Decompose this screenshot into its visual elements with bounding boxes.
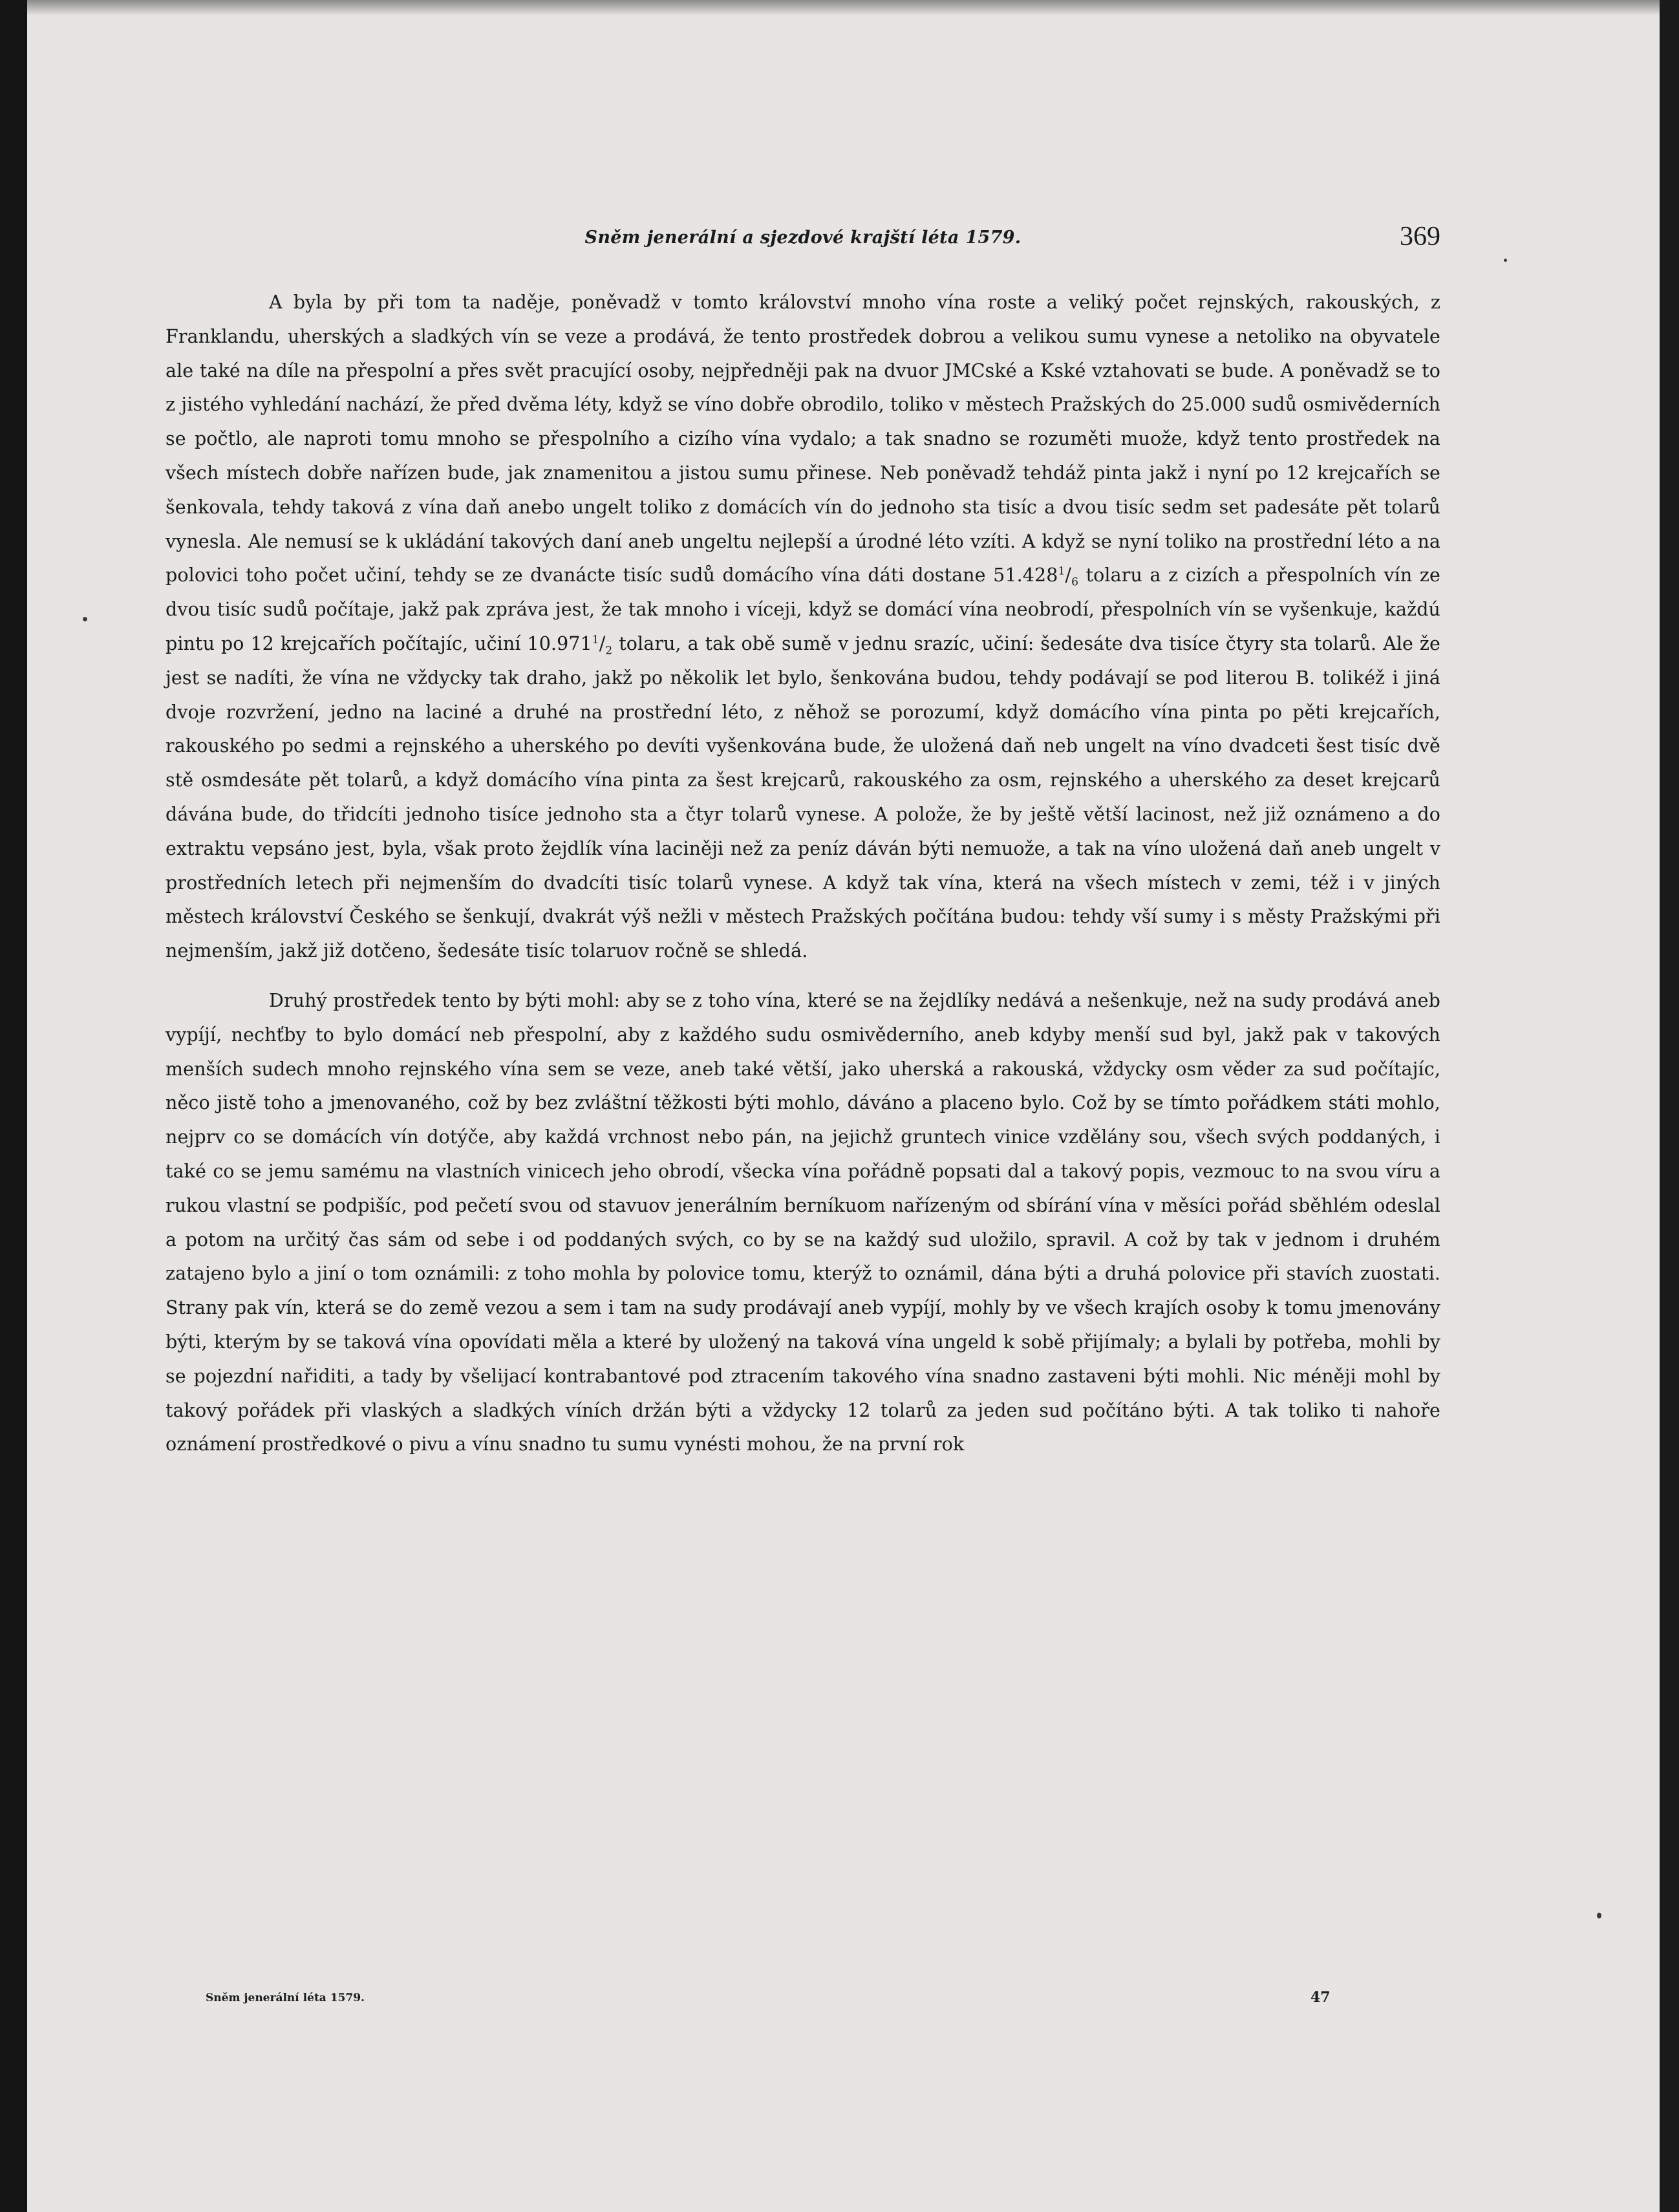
fraction-numerator: 1 <box>592 633 599 647</box>
fraction-denominator: 6 <box>1071 576 1079 590</box>
speck-mark <box>1597 1913 1601 1918</box>
scan-left-border <box>0 0 27 2212</box>
paragraph-text: tolaru, a tak obě sumě v jednu srazíc, učiní: šedesáte dva tisíce čtyry sta tolarů. Ale že jest se nadíti, že vína ne vždycky tak draho, jakž po několik let bylo, šenkována budou, tehdy podávají se pod literou B. tolikéž i jiná dvoje rozvržení, jedno na laciné a druhé na prostřední léto, z něhož se porozumí, když domácího vína pinta po pěti krejcařích, rakouského po sedmi a rejnského a uherského po devíti vyšenkována bude, že uložená daň neb ungelt na víno dvadceti šest tisíc dvě stě osmdesáte pět tolarů, a když domácího vína pinta za šest krejcarů, rakouského za osm, rejnského a uherského za deset krejcarů dávána bude, do třidcíti jednoho tisíce jednoho sta a čtyr tolarů vynese. A polože, že by ještě větší lacinost, než již oznámeno a do extraktu vepsáno jest, byla, však proto žejdlík vína laciněji než za peníz dáván býti nemuože, a tak na víno uložená daň aneb ungelt v prostředních letech při nejmenším do dvadcíti tisíc tolarů vynese. A když tak vína, která na všech místech v zemi, též i v jiných městech království Českého se šenkují, dvakrát výš nežli v městech Pražských počítána budou: tehdy vší sumy i s městy Pražskými při nejmenším, jakž již dotčeno, šedesáte tisíc tolaruov ročně se shledá. <box>166 632 1440 962</box>
speck-mark <box>83 617 87 621</box>
footer-title: Sněm jenerální léta 1579. <box>206 1992 365 2004</box>
running-title: Sněm jenerální a sjezdové krajští léta 1579. <box>584 228 1021 248</box>
paragraph-text: tolaru a z cizích a přespolních vín ze dvou tisíc sudů počítaje, jakž pak zpráva jest, že tak mnoho i víceji, když se domácí vína neobrodí, přespolních vín se vyšenkuje, každú pintu po 12 krejcařích počítajíc, učiní 10.971 <box>166 564 1441 654</box>
fraction-denominator: 2 <box>605 644 613 658</box>
paragraph: A byla by při tom ta naděje, poněvadž v tomto království mnoho vína roste a veliký počet rejnských, rakouských, z Franklandu, uherských a sladkých vín se veze a prodává, že tento prostředek dobrou a velikou sumu vynese a netoliko na obyvatele ale také na díle na přespolní a přes svět pracující osoby, nejpředněji pak na dvuor JMCské a Kské vztahovati se bude. A poněvadž se to z jistého vyhledání nachází, že před dvěma léty, když se víno dobře obrodilo, toliko v městech Pražských do 25.000 sudů osmivěderních se počtlo, ale naproti tomu mnoho se přespolního a cizího vína vydalo; a tak snadno se rozuměti muože, když tento prostředek na všech místech dobře nařízen bude, jak znamenitou a jistou sumu přinese. Neb poněvadž tehdáž pinta jakž i nyní po 12 krejcařích se šenkovala, tehdy taková z vína daň anebo ungelt toliko z domácích vín do jednoho sta tisíc a dvou tisíc sedm set padesáte pět tolarů vynesla. Ale nemusí se k ukládání takových daní aneb ungeltu nejlepší a úrodné léto vzíti. A když se nyní toliko na prostřední léto a na polovici toho počet učiní, tehdy se ze dvanácte tisíc sudů domácího vína dáti dostane $51.428^1/_6$ tolaru a z cizích a přespolních vín ze dvou tisíc sudů počítaje, jakž pak zpráva jest, že tak mnoho i víceji, když se domácí vína neobrodí, přespolních vín se vyšenkuje, každú pintu po 12 krejcařích počítajíc, učiní $10.971^1/_2$ tolaru, a tak obě sumě v jednu srazíc, učiní: šedesáte dva tisíce čtyry sta tolarů. Ale že jest se nadíti, že vína ne vždycky tak draho, jakž po několik let bylo, šenkována budou, tehdy podávají se pod literou B. tolikéž i jiná dvoje rozvržení, jedno na laciné a druhé na prostřední léto, z něhož se porozumí, když domácího vína pinta po pěti krejcařích, rakouského po sedmi a rejnského a uherského po devíti vyšenkována bude, že uložená daň neb ungelt na víno dvadceti šest tisíc dvě stě osmdesáte pět tolarů, a když domácího vína pinta za šest krejcarů, rakouského za osm, rejnského a uherského za deset krejcarů dávána bude, do třidcíti jednoho tisíce jednoho sta a čtyr tolarů vynese. A polože, že by ještě větší lacinost, než již oznámeno a do extraktu vepsáno jest, byla, však proto žejdlík vína laciněji než za peníz dáván býti nemuože, a tak na víno uložená daň aneb ungelt v prostředních letech při nejmenším do dvadcíti tisíc tolarů vynese. A když tak vína, která na všech místech v zemi, též i v jiných městech království Českého se šenkují, dvakrát výš nežli v městech Pražských počítána budou: tehdy vší sumy i s městy Pražskými při nejmenším, jakž již dotčeno, šedesáte tisíc tolaruov ročně se shledá. <box>166 292 1441 962</box>
scan-right-border <box>1660 0 1679 2212</box>
page-content <box>166 220 1440 2082</box>
scan-top-shadow <box>0 0 1679 16</box>
fraction-numerator: 1 <box>1058 564 1065 578</box>
body-text <box>166 286 1440 1462</box>
page-number: 369 <box>1400 222 1440 252</box>
paragraph: Druhý prostředek tento by býti mohl: aby se z toho vína, které se na žejdlíky nedává a nešenkuje, než na sudy prodává aneb vypíjí, nechťby to bylo domácí neb přespolní, aby z každého sudu osmivěderního, aneb kdyby menší sud byl, jakž pak v takových menších sudech mnoho rejnského vína sem se veze, aneb také větší, jako uherská a rakouská, vždycky osm věder za sud počítajíc, něco jistě toho a jmenovaného, což by bez zvláštní těžkosti býti mohlo, dáváno a placeno bylo. Což by se tímto pořádkem státi mohlo, nejprv co se domácích vín dotýče, aby každá vrchnost nebo pán, na jejichž gruntech vinice vzdělány sou, všech svých poddaných, i také co se jemu samému na vlastních vinicech jeho obrodí, všecka vína pořádně popsati dal a takový popis, vezmouc to na svou víru a rukou vlastní se podpišíc, pod pečetí svou od stavuov jenerálním berníkuom nařízeným od sbírání vína v měsíci pořád sběhlém odeslal a potom na určitý čas sám od sebe i od poddaných svých, co by se na každý sud uložilo, spravil. A což by tak v jednom i druhém zatajeno bylo a jiní o tom oznámili: z toho mohla by polovice tomu, kterýž to oznámil, dána býti a druhá polovice při stavích zuostati. Strany pak vín, která se do země vezou a sem i tam na sudy prodávají aneb vypíjí, mohly by ve všech krajích osoby k tomu jmenovány býti, kterým by se taková vína opovídati měla a které by uložený na taková vína ungeld k sobě přijímaly; a bylali by potřeba, mohli by se pojezdní nařiditi, a tady by všelijací kontrabantové pod ztracením takového vína snadno zastaveni býti mohli. Nic méněji mohl by takový pořádek při vlaských a sladkých víních držán býti a vždycky 12 tolarů za jeden sud počítáno býti. A tak toliko ti nahoře oznámení prostředkové o pivu a vínu snadno tu sumu vynésti mohou, že na první rok <box>166 989 1440 1455</box>
speck-mark <box>1504 259 1507 262</box>
paragraph-text: A byla by při tom ta naděje, poněvadž v tomto království mnoho vína roste a veliký počet rejnských, rakouských, z Franklandu, uherských a sladkých vín se veze a prodává, že tento prostředek dobrou a velikou sumu vynese a netoliko na obyvatele ale také na díle na přespolní a přes svět pracující osoby, nejpředněji pak na dvuor JMCské a Kské vztahovati se bude. A poněvadž se to z jistého vyhledání nachází, že před dvěma léty, když se víno dobře obrodilo, toliko v městech Pražských do 25.000 sudů osmivěderních se počtlo, ale naproti tomu mnoho se přespolního a cizího vína vydalo; a tak snadno se rozuměti muože, když tento prostředek na všech místech dobře nařízen bude, jak znamenitou a jistou sumu přinese. Neb poněvadž tehdáž pinta jakž i nyní po 12 krejcařích se šenkovala, tehdy taková z vína daň anebo ungelt toliko z domácích vín do jednoho sta tisíc a dvou tisíc sedm set padesáte pět tolarů vynesla. Ale nemusí se k ukládání takových daní aneb ungeltu nejlepší a úrodné léto vzíti. A když se nyní toliko na prostřední léto a na polovici toho počet učiní, tehdy se ze dvanácte tisíc sudů domácího vína dáti dostane 51.428 <box>166 292 1440 586</box>
running-head <box>166 220 1440 259</box>
signature-mark: 47 <box>1310 1989 1331 2006</box>
page-footer <box>166 1984 1440 2010</box>
